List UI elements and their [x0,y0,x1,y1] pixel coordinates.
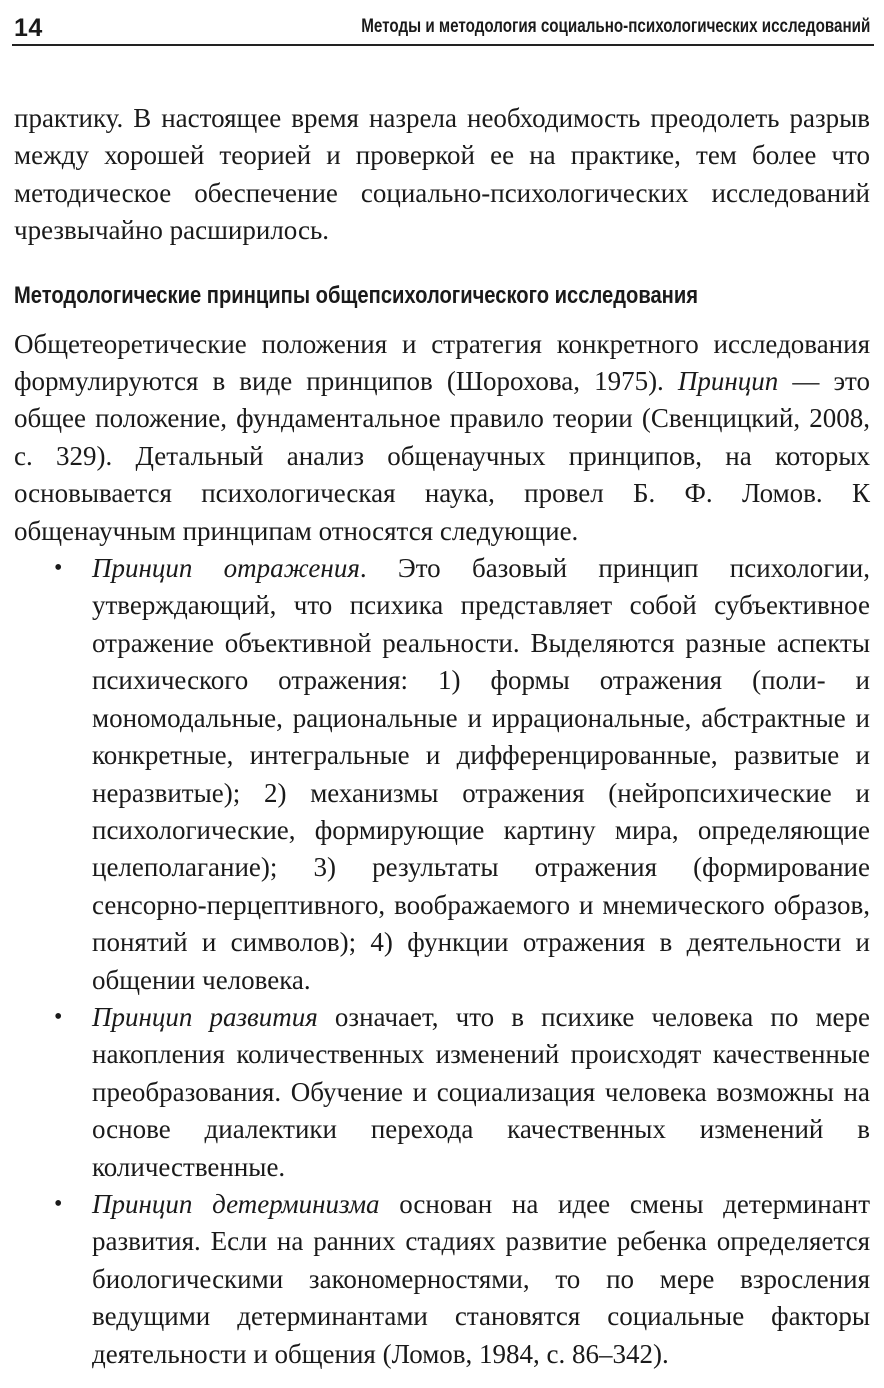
intro-paragraph: практику. В настоящее время назрела необходимость преодолеть разрыв между хорошей теорией и проверкой ее на практике, тем более что методическое обеспечение социально-психологических исследований чрезвычайно расширилось. [14,103,870,246]
paragraph-text-1: Общетеоретические положения и стратегия конкретного исследования формулируются в виде принципов (Шорохова, 1975). [14,328,870,397]
principle-term: Принцип отражения [92,553,360,584]
paragraph-text-2: — это общее положение, фундаментальное правило теории (Свенцицкий, 2008, с. 329). Детальный анализ общенаучных принципов, на которых основывается психологическая наука, провел Б. Ф. Ломов. К общенаучным принципам относятся следующие. [14,366,870,546]
bullet-icon: • [54,555,63,582]
section-paragraph [14,326,870,550]
running-title: Методы и методология социально-психологических исследований [360,16,870,37]
list-item [14,550,870,999]
bullet-icon: • [54,1190,63,1217]
page-content [14,100,870,1373]
principle-text: . Это базовый принцип психологии, утверждающий, что психика представляет собой субъективное отражение объективной реальности. Выделяются разные аспекты психического отражения: 1) формы отражения (поли- и мономодальные, рациональные и иррациональные, абстрактные и конкретные, интегральные и дифференцированные, развитые и неразвитые); 2) механизмы отражения (нейропсихические и психологические, формирующие картину мира, определяющие целеполагание); 3) результаты отражения (формирование сенсорно-перцептивного, воображаемого и мнемического образов, понятий и символов); 4) функции отражения в деятельности и общении человека. [92,553,870,995]
principle-term: Принцип развития [92,1001,318,1032]
list-item [14,999,870,1186]
page-number: 14 [14,14,43,42]
principle-text: означает, что в психике человека по мере накопления количественных изменений происходят качественные преобразования. Обучение и социализация человека возможны на основе диалектики перехода качественных изменений в количественные. [92,1001,870,1182]
page-header [12,8,874,46]
principle-term: Принцип детерминизма [92,1188,380,1219]
section-heading: Методологические принципы общепсихологического исследования [14,281,698,309]
bullet-icon: • [54,1003,63,1030]
principle-text: основан на идее смены детерминант развития. Если на ранних стадиях развитие ребенка определяется биологическими закономерностями, то по мере взросления ведущими детерминантами становятся социальные факторы деятельности и общения (Ломов, 1984, с. 86–342). [92,1188,870,1369]
principles-list [14,550,870,1373]
paragraph-term: Принцип [677,366,779,397]
list-item [14,1186,870,1373]
